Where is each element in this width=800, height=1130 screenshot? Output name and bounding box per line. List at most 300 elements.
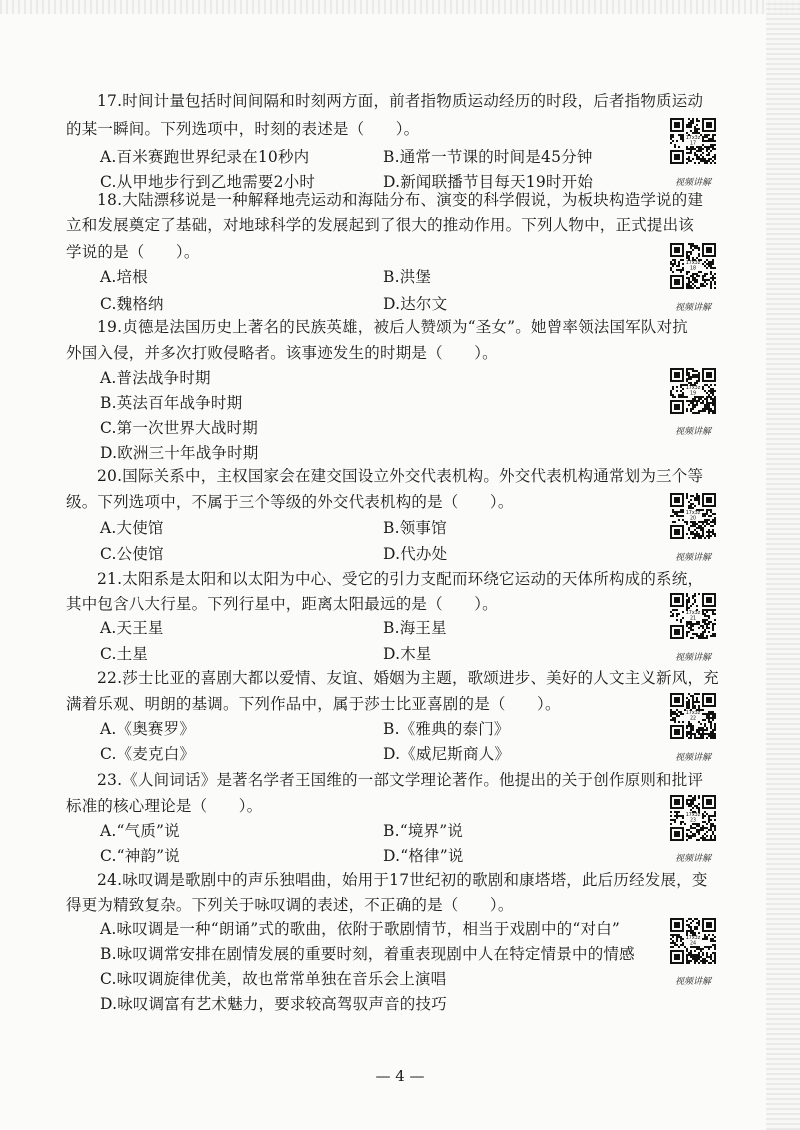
qr-module	[708, 412, 710, 414]
qr-module	[710, 398, 712, 400]
qr-module	[704, 733, 706, 735]
qr-module	[714, 408, 716, 410]
qr-module	[700, 535, 702, 537]
qr-module	[708, 148, 710, 150]
qr-module	[714, 733, 716, 735]
qr-module	[700, 527, 702, 529]
qr-module	[710, 408, 712, 410]
qr-module	[672, 940, 674, 942]
qr-module	[708, 829, 710, 831]
qr-module	[692, 835, 694, 837]
qr-module	[708, 817, 710, 819]
qr-module	[698, 693, 700, 695]
qr-module	[712, 531, 714, 533]
qr-module	[676, 265, 678, 267]
qr-module	[682, 515, 684, 517]
qr-module	[702, 388, 704, 390]
qr-module	[690, 805, 692, 807]
qr-module	[688, 962, 690, 964]
qr-module	[698, 924, 700, 926]
qr-module	[706, 531, 708, 533]
qr-finder-inner	[674, 247, 680, 253]
qr-module	[712, 261, 714, 263]
qr-center-text: 17x3z	[685, 611, 701, 617]
qr-module	[714, 940, 716, 942]
qr-module	[708, 719, 710, 721]
qr-module	[712, 733, 714, 735]
qr-module	[700, 709, 702, 711]
qr-module	[710, 717, 712, 719]
qr-module	[708, 515, 710, 517]
qr-module	[686, 948, 688, 950]
qr-module	[700, 525, 702, 527]
qr-module	[696, 404, 698, 406]
qr-module	[686, 126, 688, 128]
qr-module	[686, 633, 688, 635]
qr-module	[690, 799, 692, 801]
qr-module	[694, 247, 696, 249]
qr-module	[708, 154, 710, 156]
qr-module	[694, 693, 696, 695]
qr-module	[704, 513, 706, 515]
qr-module	[694, 633, 696, 635]
qr-module	[690, 495, 692, 497]
qr-module	[706, 146, 708, 148]
qr-module	[690, 825, 692, 827]
qr-module	[706, 823, 708, 825]
qr-module	[670, 713, 672, 715]
qr-module	[690, 795, 692, 797]
qr-module	[704, 609, 706, 611]
qr-module	[676, 934, 678, 936]
qr-module	[688, 627, 690, 629]
qr-center-text: 17x3z	[685, 936, 701, 942]
qr-module	[696, 124, 698, 126]
qr-module	[712, 521, 714, 523]
qr-module	[690, 408, 692, 410]
qr-module	[694, 525, 696, 527]
qr-module	[690, 531, 692, 533]
qr-module	[696, 605, 698, 607]
qr-module	[670, 942, 672, 944]
qr-module	[678, 519, 680, 521]
qr-module	[708, 713, 710, 715]
qr-module	[714, 144, 716, 146]
qr-code-21[interactable]	[670, 593, 716, 639]
qr-module	[690, 960, 692, 962]
qr-module	[698, 400, 700, 402]
qr-code-23[interactable]	[670, 795, 716, 841]
qr-module	[676, 715, 678, 717]
qr-module	[696, 279, 698, 281]
qr-module	[708, 396, 710, 398]
qr-module	[712, 146, 714, 148]
qr-module	[694, 795, 696, 797]
question-22-option-a: A.《奥赛罗》	[100, 720, 196, 738]
qr-module	[708, 631, 710, 633]
question-18-line-1: 18.大陆漂移说是一种解释地壳运动和海陆分布、演变的科学假说，为板块构造学说的建	[97, 191, 704, 209]
qr-code-19[interactable]	[670, 368, 716, 414]
qr-label-23: 视频讲解	[674, 854, 711, 864]
qr-module	[692, 833, 694, 835]
qr-finder-inner	[674, 697, 680, 703]
qr-module	[690, 827, 692, 829]
qr-module	[702, 713, 704, 715]
qr-module	[706, 259, 708, 261]
qr-module	[708, 406, 710, 408]
qr-module	[696, 130, 698, 132]
qr-module	[694, 623, 696, 625]
qr-module	[712, 825, 714, 827]
qr-finder-inner	[706, 597, 712, 603]
qr-module	[692, 637, 694, 639]
qr-module	[694, 707, 696, 709]
qr-module	[686, 735, 688, 737]
qr-module	[696, 380, 698, 382]
question-22-option-d: D.《威尼斯商人》	[383, 745, 511, 763]
qr-module	[700, 737, 702, 739]
qr-module	[704, 398, 706, 400]
qr-code-22[interactable]	[670, 693, 716, 739]
qr-code-24[interactable]	[670, 918, 716, 964]
qr-module	[700, 735, 702, 737]
qr-module	[704, 279, 706, 281]
qr-module	[674, 259, 676, 261]
qr-module	[702, 609, 704, 611]
qr-module	[696, 247, 698, 249]
qr-code-17[interactable]	[670, 118, 716, 164]
qr-module	[688, 505, 690, 507]
qr-module	[692, 727, 694, 729]
qr-module	[694, 533, 696, 535]
qr-module	[688, 737, 690, 739]
qr-module	[686, 960, 688, 962]
qr-module	[670, 138, 672, 140]
qr-module	[712, 400, 714, 402]
qr-module	[686, 158, 688, 160]
qr-module	[674, 261, 676, 263]
qr-module	[686, 493, 688, 495]
question-18-option-b: B.洪堡	[383, 268, 432, 286]
qr-module	[712, 623, 714, 625]
qr-module	[710, 388, 712, 390]
qr-module	[702, 396, 704, 398]
qr-module	[710, 721, 712, 723]
qr-module	[700, 150, 702, 152]
qr-module	[672, 396, 674, 398]
qr-module	[698, 156, 700, 158]
qr-module	[714, 267, 716, 269]
qr-module	[706, 635, 708, 637]
qr-module	[688, 152, 690, 154]
qr-module	[710, 515, 712, 517]
qr-module	[698, 148, 700, 150]
qr-module	[714, 521, 716, 523]
qr-module	[686, 410, 688, 412]
qr-module	[694, 148, 696, 150]
qr-pattern	[670, 693, 716, 739]
qr-module	[692, 368, 694, 370]
qr-module	[680, 621, 682, 623]
qr-module	[696, 281, 698, 283]
qr-module	[694, 497, 696, 499]
qr-module	[706, 384, 708, 386]
qr-module	[670, 709, 672, 711]
qr-module	[692, 827, 694, 829]
qr-module	[690, 382, 692, 384]
qr-module	[708, 533, 710, 535]
qr-module	[670, 938, 672, 940]
qr-module	[704, 519, 706, 521]
qr-module	[686, 523, 688, 525]
qr-module	[700, 521, 702, 523]
question-24-line-2: 得更为精致复杂。下列关于咏叹调的表述，不正确的是（ ）。	[66, 896, 514, 914]
qr-module	[690, 152, 692, 154]
qr-module	[692, 376, 694, 378]
qr-module	[686, 701, 688, 703]
qr-module	[708, 160, 710, 162]
qr-module	[700, 158, 702, 160]
qr-module	[686, 954, 688, 956]
qr-module	[700, 396, 702, 398]
qr-module	[694, 376, 696, 378]
qr-module	[696, 954, 698, 956]
qr-module	[690, 505, 692, 507]
qr-module	[694, 126, 696, 128]
qr-module	[678, 261, 680, 263]
qr-module	[686, 378, 688, 380]
qr-module	[712, 513, 714, 515]
question-19-option-b: B.英法百年战争时期	[100, 394, 243, 412]
qr-module	[702, 277, 704, 279]
qr-module	[686, 162, 688, 164]
qr-module	[696, 623, 698, 625]
qr-module	[700, 723, 702, 725]
qr-module	[682, 509, 684, 511]
qr-module	[694, 956, 696, 958]
qr-module	[706, 509, 708, 511]
qr-module	[692, 273, 694, 275]
qr-module	[690, 281, 692, 283]
qr-module	[714, 715, 716, 717]
qr-module	[686, 924, 688, 926]
qr-module	[688, 255, 690, 257]
qr-module	[692, 533, 694, 535]
qr-module	[670, 269, 672, 271]
qr-module	[706, 615, 708, 617]
question-21-option-d: D.木星	[383, 645, 432, 663]
qr-module	[686, 408, 688, 410]
qr-module	[686, 380, 688, 382]
qr-module	[694, 827, 696, 829]
qr-module	[714, 287, 716, 289]
qr-module	[712, 731, 714, 733]
qr-module	[698, 247, 700, 249]
qr-module	[672, 934, 674, 936]
qr-label-24: 视频讲解	[674, 977, 711, 987]
qr-module	[706, 511, 708, 513]
qr-module	[704, 136, 706, 138]
qr-module	[712, 938, 714, 940]
qr-module	[686, 727, 688, 729]
qr-module	[712, 263, 714, 265]
qr-module	[694, 928, 696, 930]
qr-module	[706, 737, 708, 739]
qr-module	[694, 833, 696, 835]
qr-module	[690, 922, 692, 924]
qr-module	[688, 281, 690, 283]
qr-module	[686, 146, 688, 148]
question-22-line-2: 满着乐观、明朗的基调。下列作品中，属于莎士比亚喜剧的是（ ）。	[66, 695, 561, 713]
qr-center-text: 17x3z	[685, 511, 701, 517]
qr-code-18[interactable]	[670, 243, 716, 289]
qr-module	[698, 623, 700, 625]
qr-module	[690, 952, 692, 954]
qr-module	[686, 703, 688, 705]
qr-module	[694, 154, 696, 156]
qr-module	[694, 152, 696, 154]
qr-module	[686, 621, 688, 623]
qr-module	[712, 160, 714, 162]
qr-module	[694, 958, 696, 960]
qr-module	[700, 960, 702, 962]
qr-module	[706, 521, 708, 523]
qr-module	[700, 402, 702, 404]
qr-module	[688, 926, 690, 928]
qr-code-20[interactable]	[670, 493, 716, 539]
qr-module	[694, 705, 696, 707]
qr-module	[682, 938, 684, 940]
qr-module	[702, 635, 704, 637]
qr-module	[696, 535, 698, 537]
qr-module	[698, 497, 700, 499]
qr-center-text: 20	[689, 516, 697, 522]
qr-module	[704, 621, 706, 623]
qr-module	[674, 263, 676, 265]
qr-module	[686, 829, 688, 831]
qr-module	[696, 523, 698, 525]
qr-module	[692, 370, 694, 372]
qr-module	[714, 154, 716, 156]
qr-module	[712, 952, 714, 954]
qr-module	[706, 392, 708, 394]
qr-module	[678, 936, 680, 938]
qr-module	[706, 150, 708, 152]
question-18-option-d: D.达尔文	[383, 295, 448, 313]
qr-module	[708, 717, 710, 719]
qr-module	[672, 609, 674, 611]
qr-finder-inner	[674, 629, 680, 635]
qr-module	[692, 374, 694, 376]
qr-module	[680, 384, 682, 386]
qr-module	[714, 281, 716, 283]
qr-module	[686, 124, 688, 126]
qr-module	[692, 695, 694, 697]
qr-module	[694, 537, 696, 539]
qr-module	[704, 619, 706, 621]
qr-module	[690, 623, 692, 625]
question-22-option-c: C.《麦克白》	[100, 745, 196, 763]
qr-module	[704, 521, 706, 523]
qr-module	[688, 954, 690, 956]
qr-module	[714, 134, 716, 136]
qr-module	[688, 705, 690, 707]
qr-module	[688, 156, 690, 158]
qr-finder-inner	[706, 122, 712, 128]
qr-module	[698, 795, 700, 797]
qr-module	[678, 715, 680, 717]
qr-module	[714, 960, 716, 962]
qr-module	[690, 124, 692, 126]
qr-module	[712, 392, 714, 394]
qr-module	[700, 134, 702, 136]
qr-module	[670, 823, 672, 825]
qr-module	[678, 811, 680, 813]
qr-module	[696, 928, 698, 930]
qr-module	[714, 958, 716, 960]
qr-module	[690, 150, 692, 152]
qr-module	[696, 382, 698, 384]
qr-module	[690, 625, 692, 627]
qr-module	[692, 287, 694, 289]
qr-module	[700, 829, 702, 831]
qr-module	[710, 733, 712, 735]
qr-module	[690, 402, 692, 404]
qr-center-text: 24	[689, 941, 697, 947]
qr-module	[680, 271, 682, 273]
qr-module	[696, 402, 698, 404]
qr-module	[706, 148, 708, 150]
qr-module	[692, 398, 694, 400]
qr-module	[694, 799, 696, 801]
qr-module	[704, 384, 706, 386]
question-21-option-b: B.海王星	[383, 619, 447, 637]
qr-module	[706, 839, 708, 841]
qr-module	[702, 633, 704, 635]
qr-module	[704, 631, 706, 633]
qr-module	[708, 410, 710, 412]
qr-finder-inner	[674, 154, 680, 160]
qr-module	[670, 815, 672, 817]
qr-module	[714, 713, 716, 715]
qr-module	[698, 410, 700, 412]
qr-module	[686, 920, 688, 922]
qr-module	[702, 731, 704, 733]
qr-module	[704, 275, 706, 277]
qr-module	[678, 815, 680, 817]
qr-module	[714, 523, 716, 525]
qr-module	[696, 960, 698, 962]
qr-module	[702, 533, 704, 535]
qr-pattern	[670, 368, 716, 414]
qr-module	[698, 952, 700, 954]
qr-finder-inner	[674, 799, 680, 805]
qr-module	[692, 629, 694, 631]
qr-module	[702, 400, 704, 402]
qr-module	[674, 717, 676, 719]
qr-module	[694, 599, 696, 601]
qr-module	[692, 158, 694, 160]
qr-module	[708, 265, 710, 267]
qr-module	[694, 162, 696, 164]
qr-module	[714, 158, 716, 160]
qr-module	[710, 731, 712, 733]
qr-module	[690, 725, 692, 727]
qr-module	[702, 837, 704, 839]
qr-module	[694, 382, 696, 384]
qr-module	[696, 120, 698, 122]
qr-module	[702, 136, 704, 138]
